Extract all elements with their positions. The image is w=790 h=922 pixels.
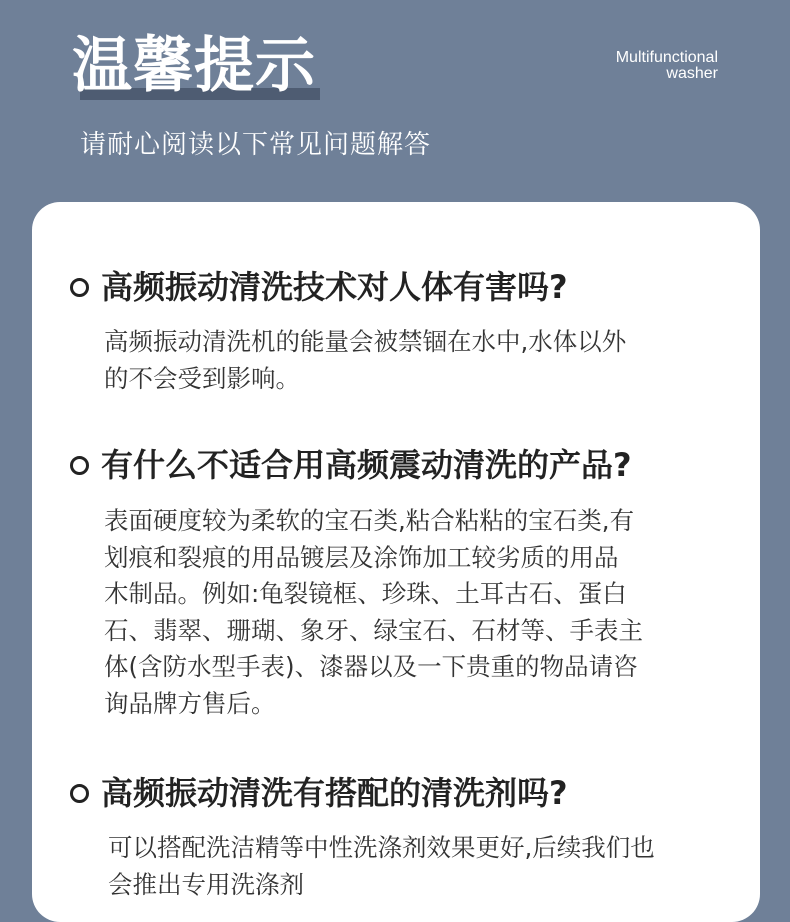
faq-answer-line: 石、翡翠、珊瑚、象牙、绿宝石、石材等、手表主	[104, 615, 643, 645]
title-block	[72, 30, 316, 102]
faq-question-2	[70, 444, 632, 486]
faq-answer-line: 划痕和裂痕的用品镀层及涂饰加工较劣质的用品	[104, 542, 619, 572]
faq-answer-line: 体(含防水型手表)、漆器以及一下贵重的物品请咨	[104, 652, 638, 681]
faq-question-1	[70, 266, 568, 308]
faq-question-3	[70, 772, 568, 814]
faq-answer-line: 询品牌方售后。	[104, 688, 276, 718]
faq-question-2-text: 有什么不适合用高频震动清洗的产品?	[101, 446, 632, 484]
faq-answer-line: 高频振动清洗机的能量会被禁锢在水中,水体以外	[104, 327, 627, 356]
faq-answer-line: 的不会受到影响。	[104, 363, 300, 393]
brand-line-2: washer	[666, 65, 718, 82]
brand-tagline	[616, 50, 718, 82]
faq-question-1-text: 高频振动清洗技术对人体有害吗?	[101, 268, 568, 306]
brand-line-1: Multifunctional	[615, 49, 718, 66]
page-subtitle: 请耐心阅读以下常见问题解答	[80, 130, 432, 160]
page-title: 温馨提示	[72, 31, 316, 101]
faq-answer-1	[104, 324, 744, 397]
faq-question-3-text: 高频振动清洗有搭配的清洗剂吗?	[101, 774, 568, 812]
faq-card	[32, 202, 760, 922]
faq-answer-3	[108, 830, 748, 903]
faq-answer-line: 木制品。例如:龟裂镜框、珍珠、土耳古石、蛋白	[104, 579, 627, 608]
faq-answer-line: 会推出专用洗涤剂	[108, 869, 304, 899]
circle-bullet-icon	[70, 278, 89, 297]
faq-answer-line: 表面硬度较为柔软的宝石类,粘合粘粘的宝石类,有	[104, 506, 635, 535]
circle-bullet-icon	[70, 456, 89, 475]
circle-bullet-icon	[70, 784, 89, 803]
faq-answer-line: 可以搭配洗洁精等中性洗涤剂效果更好,后续我们也	[108, 833, 655, 862]
faq-answer-2	[104, 503, 744, 722]
